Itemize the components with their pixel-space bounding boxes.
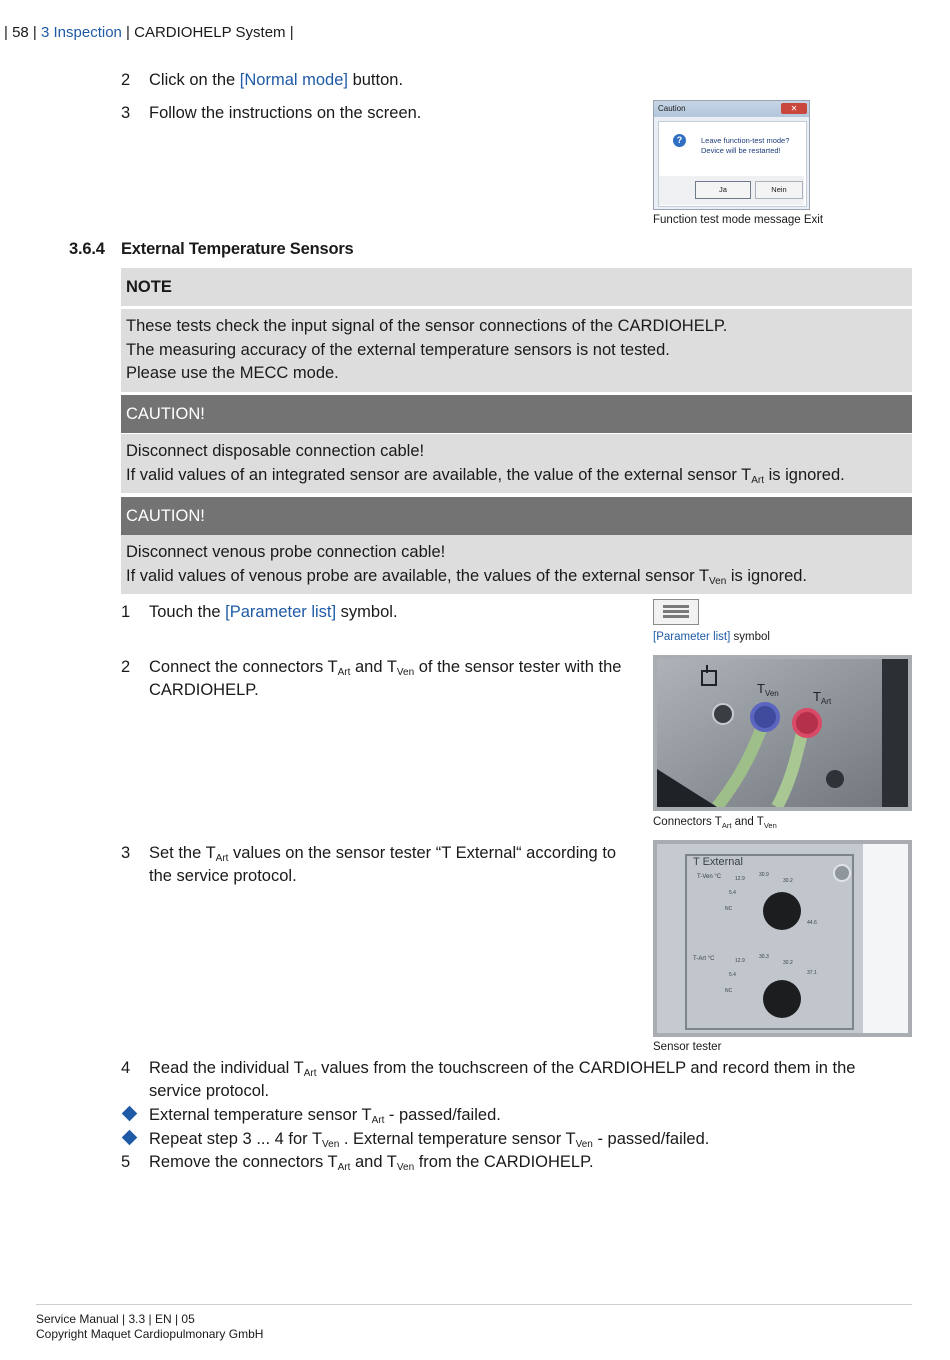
tester-title: T External <box>693 856 743 868</box>
sensor-tester-caption: Sensor tester <box>653 1041 722 1053</box>
caution-body-2: Disconnect venous probe connection cable! If valid values of venous probe are available, the values of the external sensor $T_{Ven}$ is ignored. <box>121 535 912 594</box>
step-2: 2 Connect the connectors $T_{Art}$ and $T_{Ven}$ of the sensor tester with the CARDIOHELP. <box>121 658 622 699</box>
section-number: 3.6.4 <box>69 240 105 258</box>
footer-copyright: Copyright Maquet Cardiopulmonary GmbH <box>36 1327 264 1341</box>
question-icon: ? <box>673 134 686 147</box>
bullet-item-1: External temperature sensor $T_{Art}$ - passed/failed. <box>149 1106 501 1126</box>
caution-label-2: CAUTION! <box>121 497 912 535</box>
page-number: | 58 | <box>4 24 37 41</box>
note-body: These tests check the input signal of the sensor connections of the CARDIOHELP. The measuring accuracy of the external temperature sensors is not tested. Please use the MECC mode. <box>121 309 912 392</box>
section-title: External Temperature Sensors <box>121 240 354 258</box>
note-label: NOTE <box>121 268 912 306</box>
parameter-list-icon[interactable] <box>653 599 699 625</box>
dialog-message: Leave function-test mode? Device will be restarted! <box>701 136 790 155</box>
connectors-illustration <box>657 659 908 807</box>
bullet-diamond-icon <box>122 1106 138 1122</box>
bullet-diamond-icon <box>122 1130 138 1146</box>
chapter-link[interactable]: 3 Inspection <box>40 24 122 41</box>
tester-row-ven: T-Ven °C <box>697 874 722 880</box>
parameter-list-caption: [Parameter list] symbol <box>653 631 770 643</box>
connectors-caption: Connectors $T_{Art}$ and $T_{Ven}$ <box>653 816 777 830</box>
dialog-caption: Function test mode message Exit <box>653 214 824 226</box>
dialog-body <box>658 121 807 207</box>
caution-label-1: CAUTION! <box>121 395 912 433</box>
page-header <box>4 24 294 41</box>
dial-scale-ven: 12.9 30.9 30.2 5.4 NC 44.6 <box>725 872 817 926</box>
step-normal-mode: 2 Click on the [Normal mode] button. <box>121 71 404 89</box>
normal-mode-link[interactable]: [Normal mode] <box>239 71 348 89</box>
footer-divider <box>36 1304 912 1305</box>
dialog-screenshot <box>653 100 810 210</box>
step-4: 4 Read the individual $T_{Art}$ values from the touchscreen of the CARDIOHELP and record them in the service protocol. <box>121 1059 856 1100</box>
bullet-item-2: Repeat step 3 ... 4 for $T_{Ven}$ . External temperature sensor $T_{Ven}$ - passed/failed. <box>149 1130 710 1150</box>
parameter-list-link[interactable]: [Parameter list] <box>225 603 337 621</box>
step-1: 1 Touch the [Parameter list] symbol. <box>121 603 398 621</box>
step-3: 3 Set the $T_{Art}$ values on the sensor tester “T External“ according to the service protocol. <box>121 844 617 885</box>
dialog-titlebar: Caution ✕ <box>654 101 809 117</box>
dial-scale-art: 12.9 30.3 30.2 5.4 NC 37.1 <box>725 954 817 994</box>
close-icon: ✕ <box>781 103 807 114</box>
photo-label-ven: $T_{Ven}$ <box>757 681 779 698</box>
sensor-tester-photo <box>653 840 912 1037</box>
connectors-photo <box>653 655 912 811</box>
photo-label-art: $T_{Art}$ <box>813 689 832 706</box>
footer-manual-info: Service Manual | 3.3 | EN | 05 <box>36 1312 195 1326</box>
tester-row-art: T-Art °C <box>693 956 715 962</box>
dialog-yes-button[interactable]: Ja <box>695 181 751 199</box>
caution-body-1: Disconnect disposable connection cable! If valid values of an integrated sensor are available, the value of the external sensor $T_{Art}$ is ignored. <box>121 434 912 493</box>
section-heading <box>69 240 354 259</box>
step-5: 5 Remove the connectors $T_{Art}$ and $T_{Ven}$ from the CARDIOHELP. <box>121 1153 594 1173</box>
document-title: | CARDIOHELP System | <box>126 24 294 41</box>
screw-icon <box>833 864 851 882</box>
step-follow-instructions: 3 Follow the instructions on the screen. <box>121 104 422 122</box>
dialog-no-button[interactable]: Nein <box>755 181 803 199</box>
